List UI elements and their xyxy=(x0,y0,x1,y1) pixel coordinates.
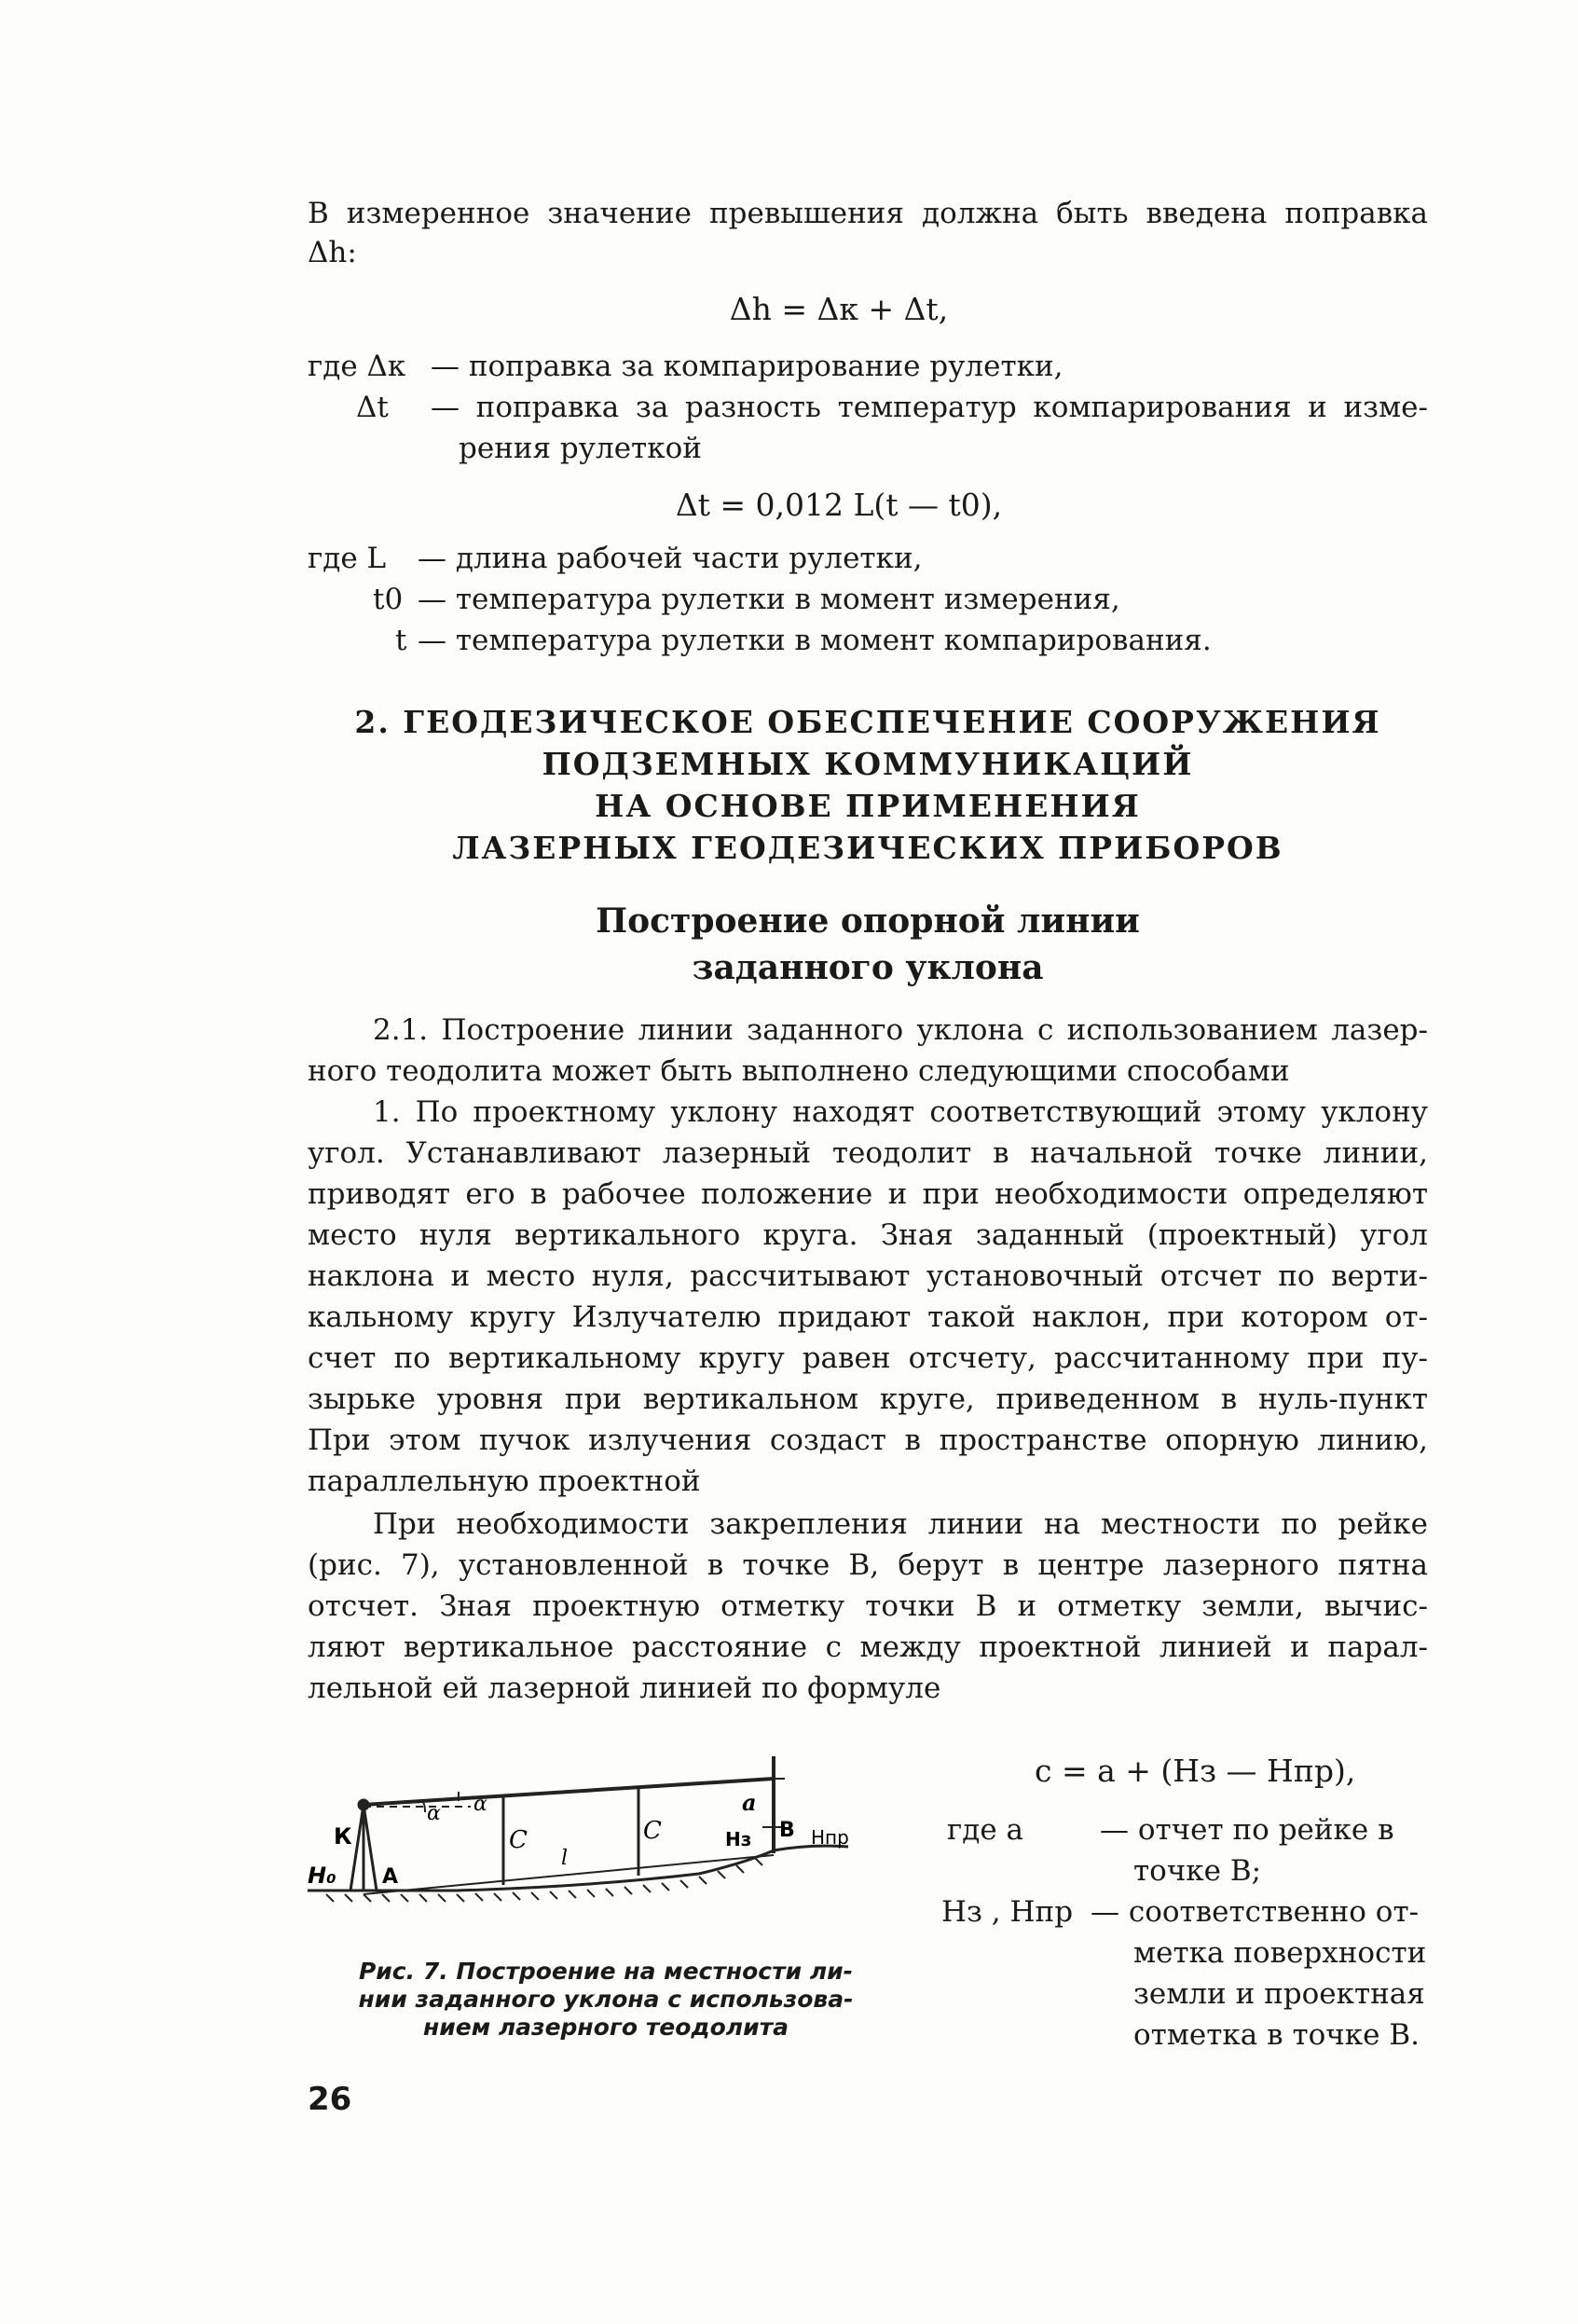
label-point-a: А xyxy=(382,1865,399,1889)
para-2-line: лельной ей лазерной линией по формуле xyxy=(308,1671,941,1705)
label-hz: Hз xyxy=(725,1828,752,1850)
label-a-rod: a xyxy=(742,1789,757,1816)
label-alpha-1: α xyxy=(427,1802,441,1825)
para-2-1-line: ного теодолита может быть выполнено следующими способами xyxy=(308,1054,1290,1088)
def-sym: где L xyxy=(308,542,387,575)
subsection-title-line: Построение опорной линии xyxy=(596,901,1140,941)
para-2-line: (рис. 7), установленной в точке B, берут в центре лазерного пятна xyxy=(308,1548,1428,1582)
section-title-line: 2. ГЕОДЕЗИЧЕСКОЕ ОБЕСПЕЧЕНИЕ СООРУЖЕНИЯ xyxy=(354,704,1381,740)
figure-caption-line: Рис. 7. Построение на местности ли- xyxy=(358,1958,854,1985)
label-b: B xyxy=(779,1819,795,1842)
laser-line xyxy=(364,1779,774,1805)
label-hpr: Hпр xyxy=(811,1826,849,1849)
label-l: l xyxy=(561,1847,569,1870)
para-2-1-line: 2.1. Построение линии заданного уклона с использованием лазер- xyxy=(373,1013,1428,1047)
figure-caption-line: нии заданного уклона с использова- xyxy=(358,1986,854,2013)
label-alpha-2: α xyxy=(473,1793,487,1816)
figure-caption-line: нием лазерного теодолита xyxy=(422,2014,789,2041)
para-1-line: параллельную проектной xyxy=(308,1465,701,1498)
def-sym: Δt xyxy=(356,391,389,424)
formula-delta-h: Δh = Δк + Δt, xyxy=(729,291,949,327)
page-number: 26 xyxy=(308,2081,352,2118)
para-1-line: кальному кругу Излучателю придают такой наклон, при котором от- xyxy=(308,1300,1428,1334)
label-h0: H₀ xyxy=(308,1863,336,1889)
para-1-line: 1. По проектному уклону находят соответствующий этому уклону xyxy=(373,1095,1428,1129)
def-text: — температура рулетки в момент измерения, xyxy=(418,583,1120,616)
label-c2: C xyxy=(643,1817,662,1845)
def-sym: t xyxy=(395,624,407,657)
para-1-line: место нуля вертикального круга. Зная заданный (проектный) угол xyxy=(308,1218,1428,1252)
section-title-line: НА ОСНОВЕ ПРИМЕНЕНИЯ xyxy=(595,788,1141,824)
def-text: — поправка за компарирование рулетки, xyxy=(431,350,1063,383)
label-k: К xyxy=(334,1823,352,1850)
section-title-line: ЛАЗЕРНЫХ ГЕОДЕЗИЧЕСКИХ ПРИБОРОВ xyxy=(452,830,1283,866)
def-text: — температура рулетки в момент компарирования. xyxy=(418,624,1212,657)
def-sym: где Δк xyxy=(308,350,406,383)
def-text: — отчет по рейке в xyxy=(1100,1813,1394,1847)
def-sym: где a xyxy=(947,1813,1024,1847)
def-text: рения рулеткой xyxy=(459,432,702,465)
project-line xyxy=(364,1855,774,1894)
def-text: — поправка за разность температур компарирования и изме- xyxy=(431,391,1428,424)
formula-delta-t: Δt = 0,012 L(t — t0), xyxy=(675,487,1003,523)
def-text: точке B; xyxy=(1133,1854,1262,1888)
para-2-line: ляют вертикальное расстояние c между проектной линией и парал- xyxy=(308,1630,1428,1664)
intro-line-2: Δh: xyxy=(308,236,357,269)
def-text: — соответственно от- xyxy=(1091,1895,1420,1929)
para-1-line: наклона и место нуля, рассчитывают установочный отсчет по верти- xyxy=(308,1259,1428,1293)
para-1-line: приводят его в рабочее положение и при необходимости определяют xyxy=(308,1177,1428,1211)
def-text: земли и проектная xyxy=(1133,1977,1425,2011)
para-1-line: угол. Устанавливают лазерный теодолит в начальной точке линии, xyxy=(308,1136,1428,1170)
intro-line-1: В измеренное значение превышения должна быть введена поправка xyxy=(308,197,1428,230)
para-2-line: отсчет. Зная проектную отметку точки B и отметку земли, вычис- xyxy=(308,1589,1428,1623)
def-text: отметка в точке B. xyxy=(1133,2018,1420,2052)
tripod-icon xyxy=(350,1800,377,1891)
def-text: метка поверхности xyxy=(1133,1936,1427,1970)
def-sym: Hз , Hпр xyxy=(941,1895,1074,1929)
figure-7-diagram xyxy=(308,1734,885,1920)
para-1-line: счет по вертикальному кругу равен отсчету, рассчитанному при пу- xyxy=(308,1341,1428,1375)
label-c1: C xyxy=(509,1826,528,1854)
formula-c: c = a + (Hз — Hпр), xyxy=(1035,1753,1356,1789)
subsection-title-line: заданного уклона xyxy=(692,948,1044,987)
para-2-line: При необходимости закрепления линии на местности по рейке xyxy=(373,1507,1428,1541)
para-1-line: При этом пучок излучения создаст в пространстве опорную линию, xyxy=(308,1423,1428,1457)
para-1-line: зырьке уровня при вертикальном круге, приведенном в нуль-пункт xyxy=(308,1382,1428,1416)
def-sym: t0 xyxy=(373,583,404,616)
def-text: — длина рабочей части рулетки, xyxy=(418,542,923,575)
section-title-line: ПОДЗЕМНЫХ КОММУНИКАЦИЙ xyxy=(542,746,1194,782)
